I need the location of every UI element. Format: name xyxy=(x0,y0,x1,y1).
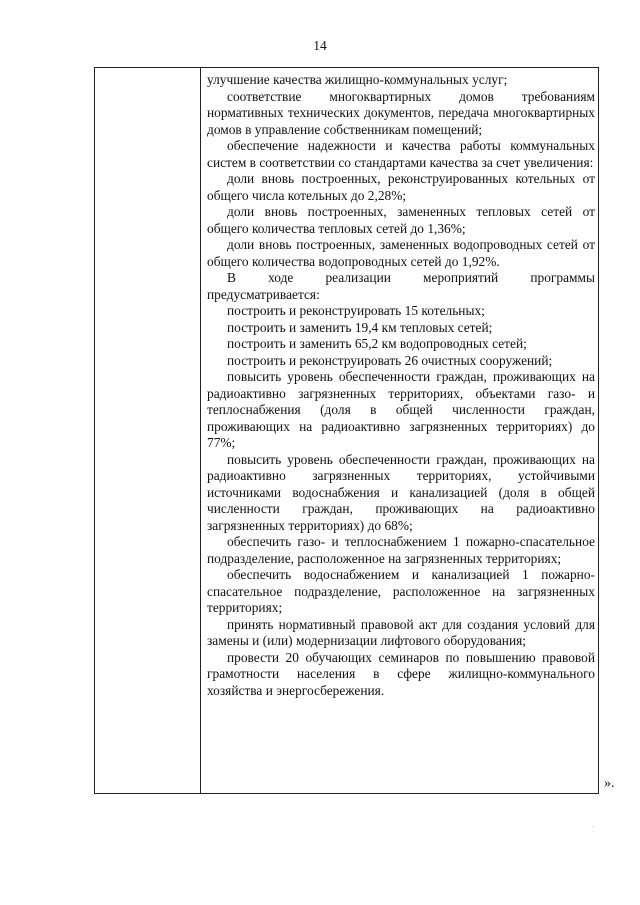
paragraph: доли вновь построенных, замененных водопроводных сетей от общего количества водопроводных сетей до 1,92%. xyxy=(207,237,595,269)
list-item: обеспечить газо- и теплоснабжением 1 пожарно-спасательное подразделение, расположенное на загрязненных территориях; xyxy=(207,534,595,566)
paragraph: соответствие многоквартирных домов требованиям нормативных технических документов, передача многоквартирных домов в управление собственникам помещений; xyxy=(207,88,595,137)
list-item: построить и заменить 19,4 км тепловых сетей; xyxy=(227,319,493,335)
paragraph: доли вновь построенных, замененных тепловых сетей от общего количества тепловых сетей до 1,36%; xyxy=(207,204,595,236)
list-item: обеспечить водоснабжением и канализацией 1 пожарно-спасательное подразделение, расположенное на загрязненных территориях; xyxy=(207,567,595,615)
list-item: провести 20 обучающих семинаров по повышению правовой грамотности населения в сфере жилищно-коммунального хозяйства и энергосбережения. xyxy=(207,649,595,698)
paragraph: доли вновь построенных, реконструированных котельных от общего числа котельных до 2,28%; xyxy=(207,171,595,203)
list-item: повысить уровень обеспеченности граждан, проживающих на радиоактивно загрязненных территориях, устойчивыми источниками водоснабжения и канализацией (доля в общей численности граждан, проживающих на радиоактивно загрязненных территориях) до 68%; xyxy=(207,451,595,533)
paragraph: обеспечение надежности и качества работы коммунальных систем в соответствии со стандартами качества за счет увеличения: xyxy=(207,138,595,170)
table-right-cell xyxy=(201,68,598,793)
list-item: принять нормативный правовой акт для создания условий для замены и (или) модернизации лифтового оборудования; xyxy=(207,616,595,648)
table-left-cell xyxy=(95,68,201,793)
list-item: построить и реконструировать 26 очистных сооружений; xyxy=(227,352,553,368)
list-item: повысить уровень обеспеченности граждан, проживающих на радиоактивно загрязненных территориях, объектами газо- и теплоснабжения (доля в общей численности граждан, проживающих на радиоактивно загрязненных территориях) до 77%; xyxy=(207,369,595,450)
paragraph: В ходе реализации мероприятий программы предусматривается: xyxy=(207,270,595,302)
scan-artifact xyxy=(593,826,594,827)
paragraph: улучшение качества жилищно-коммунальных услуг; xyxy=(207,72,508,87)
closing-quote-mark: ». xyxy=(604,776,615,791)
page-number: 14 xyxy=(313,38,327,53)
program-table xyxy=(94,67,599,794)
list-item: построить и реконструировать 15 котельных; xyxy=(227,303,485,318)
list-item: построить и заменить 65,2 км водопроводных сетей; xyxy=(227,336,527,351)
